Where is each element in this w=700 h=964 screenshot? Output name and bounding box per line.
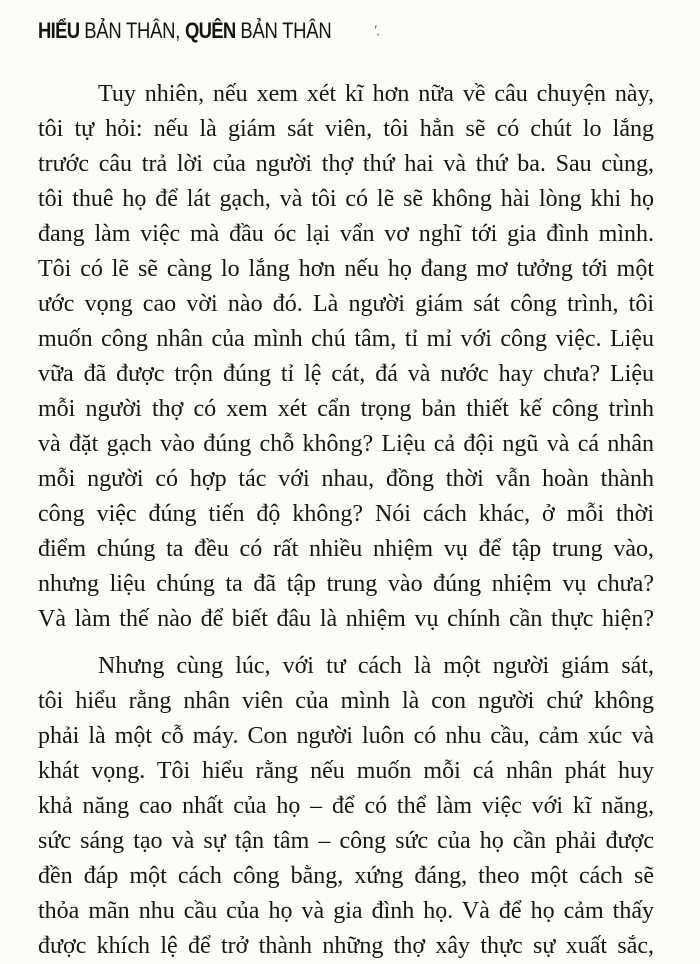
header-phrase-banthan: BẢN THÂN, bbox=[79, 19, 185, 43]
text-line: điểm chúng ta đều có rất nhiều nhiệm vụ để tập trung vào, bbox=[38, 536, 654, 562]
body-text bbox=[38, 77, 654, 964]
header-word-hieu: HIỂU bbox=[38, 19, 80, 43]
text-line: khát vọng. Tôi hiểu rằng nếu muốn mỗi cá nhân phát huy bbox=[38, 758, 654, 784]
text-line: thỏa mãn nhu cầu của họ và gia đình họ. Và để họ cảm thấy bbox=[38, 898, 654, 924]
text-line: muốn công nhân của mình chú tâm, tỉ mỉ với công việc. Liệu bbox=[38, 326, 654, 352]
text-line: Và làm thế nào để biết đâu là nhiệm vụ chính cần thực hiện? bbox=[38, 606, 654, 632]
text-line: ước vọng cao vời nào đó. Là người giám sát công trình, tôi bbox=[38, 291, 654, 317]
scan-artifact-mark: '. bbox=[371, 23, 383, 40]
text-line: Tôi có lẽ sẽ càng lo lắng hơn nếu họ đang mơ tưởng tới một bbox=[38, 256, 654, 282]
text-line: mỗi người có hợp tác với nhau, đồng thời vẫn hoàn thành bbox=[38, 466, 654, 492]
text-line: công việc đúng tiến độ không? Nói cách khác, ở mỗi thời bbox=[38, 501, 654, 527]
text-line: Tuy nhiên, nếu xem xét kĩ hơn nữa về câu chuyện này, bbox=[98, 81, 654, 107]
text-line: đang làm việc mà đầu óc lại vẩn vơ nghĩ tới gia đình mình. bbox=[38, 221, 654, 247]
paragraph bbox=[38, 77, 654, 637]
text-line: tôi hiểu rằng nhân viên của mình là con người chứ không bbox=[38, 688, 654, 714]
text-line: tôi thuê họ để lát gạch, và tôi có lẽ sẽ không hài lòng khi họ bbox=[38, 186, 654, 212]
text-line: vữa đã được trộn đúng tỉ lệ cát, đá và nước hay chưa? Liệu bbox=[38, 361, 654, 387]
text-line: được khích lệ để trở thành những thợ xây thực sự xuất sắc, bbox=[38, 933, 654, 959]
text-line: trước câu trả lời của người thợ thứ hai và thứ ba. Sau cùng, bbox=[38, 151, 654, 177]
text-line: tôi tự hỏi: nếu là giám sát viên, tôi hẳn sẽ có chút lo lắng bbox=[38, 116, 654, 142]
running-header bbox=[38, 18, 331, 45]
paragraph bbox=[38, 649, 654, 964]
header-phrase-banthan-2: BẢN THÂN bbox=[235, 19, 332, 43]
text-line: và đặt gạch vào đúng chỗ không? Liệu cả đội ngũ và cá nhân bbox=[38, 431, 654, 457]
text-line: nhưng liệu chúng ta đã tập trung vào đúng nhiệm vụ chưa? bbox=[38, 571, 654, 597]
text-line: phải là một cỗ máy. Con người luôn có nhu cầu, cảm xúc và bbox=[38, 723, 654, 749]
text-line: khả năng cao nhất của họ – để có thể làm việc với kĩ năng, bbox=[38, 793, 654, 819]
text-line: mỗi người thợ có xem xét cẩn trọng bản thiết kế công trình bbox=[38, 396, 654, 422]
text-line: đền đáp một cách công bằng, xứng đáng, theo một cách sẽ bbox=[38, 863, 654, 889]
text-line: Nhưng cùng lúc, với tư cách là một người giám sát, bbox=[98, 653, 654, 679]
text-line: sức sáng tạo và sự tận tâm – công sức của họ cần phải được bbox=[38, 828, 654, 854]
header-word-quen: QUÊN bbox=[184, 19, 236, 43]
